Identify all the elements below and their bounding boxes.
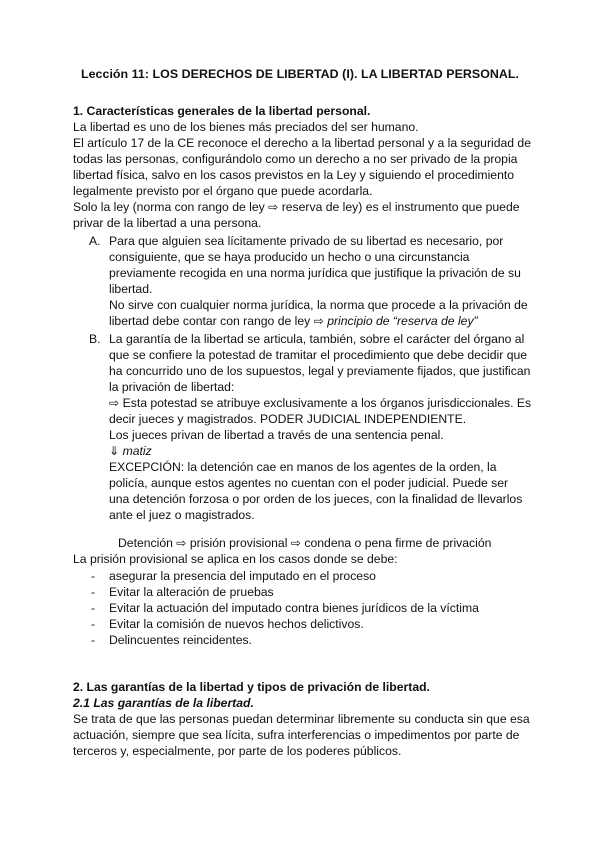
page-title: Lección 11: LOS DERECHOS DE LIBERTAD (I). LA LIBERTAD PERSONAL. [81,67,519,81]
exception-line: policía, aunque estos agentes no cuentan con el poder judicial. Puede ser [109,476,509,490]
item-b-line: La garantía de la libertad se articula, también, sobre el carácter del órgano al [109,332,525,346]
section-2-heading: 2. Las garantías de la libertad y tipos de privación de libertad. [73,680,430,694]
item-b-line: decir jueces y magistrados. PODER JUDICIAL INDEPENDIENTE. [109,412,467,426]
paragraph-line: todas las personas, configurándolo como un derecho a no ser privado de la propia [73,152,518,166]
list-marker-b: B. [89,332,101,346]
bullet-marker: - [91,601,96,615]
section-1-heading: 1. Características generales de la libertad personal. [73,104,371,118]
item-b-line: la privación de libertad: [109,380,235,394]
provisional-intro: La prisión provisional se aplica en los casos donde se debe: [73,552,398,566]
matiz-label: matiz [122,444,152,458]
paragraph-line: legalmente previsto por el órgano que puede acordarla. [73,184,373,198]
paragraph-line: La libertad es uno de los bienes más preciados del ser humano. [73,120,419,134]
reserva-de-ley-emphasis: principio de “reserva de ley” [327,314,478,328]
detention-sequence: Detención ⇨ prisión provisional ⇨ condena o pena firme de privación [118,536,492,550]
bullet-marker: - [91,585,96,599]
matiz-line [109,443,152,459]
paragraph-line: Solo la ley (norma con rango de ley ⇨ reserva de ley) es el instrumento que puede [73,200,520,214]
paragraph-line: actuación, siempre que sea lícita, sufra interferencias o impedimentos por parte de [73,728,520,742]
bullet-marker: - [91,617,96,631]
item-a-line: libertad. [109,282,153,296]
bullet-marker: - [91,569,96,583]
exception-line: una detención forzosa o por orden de los jueces, con la finalidad de llevarlos [109,492,523,506]
list-item: asegurar la presencia del imputado en el proceso [109,569,376,583]
paragraph-line: libertad física, salvo en los casos previstos en la Ley y siguiendo el procedimiento [73,168,515,182]
item-a-line: consiguiente, que se haya producido un hecho o una circunstancia [109,250,470,264]
paragraph-line: Se trata de que las personas puedan determinar libremente su conducta sin que esa [73,712,530,726]
bullet-marker: - [91,633,96,647]
section-2-1-subheading: 2.1 Las garantías de la libertad. [73,696,254,710]
paragraph-line: privar de la libertad a una persona. [73,216,262,230]
item-a-line [109,313,478,329]
item-a-last-text: libertad debe contar con rango de ley ⇨ [109,314,328,328]
item-a-line: No sirve con cualquier norma jurídica, la norma que procede a la privación de [109,298,528,312]
paragraph-line: terceros y, especialmente, por parte de los poderes públicos. [73,744,402,758]
item-b-line: ⇨ Esta potestad se atribuye exclusivamente a los órganos jurisdiccionales. Es [109,396,532,410]
list-item: Evitar la alteración de pruebas [109,585,274,599]
item-b-line: Los jueces privan de libertad a través de una sentencia penal. [109,428,444,442]
list-marker-a: A. [89,234,101,248]
exception-line: EXCEPCIÓN: la detención cae en manos de los agentes de la orden, la [109,460,497,474]
list-item: Evitar la actuación del imputado contra bienes jurídicos de la víctima [109,601,479,615]
down-arrow-icon: ⇓ [109,444,123,458]
list-item: Evitar la comisión de nuevos hechos delictivos. [109,617,364,631]
paragraph-line: El artículo 17 de la CE reconoce el derecho a la libertad personal y a la seguridad de [73,136,531,150]
item-a-line: Para que alguien sea lícitamente privado de su libertad es necesario, por [109,234,504,248]
item-b-line: que se confiere la potestad de tramitar el procedimiento que debe decidir que [109,348,528,362]
list-item: Delincuentes reincidentes. [109,633,252,647]
exception-line: ante el juez o magistrados. [109,508,255,522]
item-a-line: previamente recogida en una norma jurídica que justifique la privación de su [109,266,521,280]
item-b-line: ha concurrido uno de los supuestos, legal y previamente fijados, que justifican [109,364,531,378]
